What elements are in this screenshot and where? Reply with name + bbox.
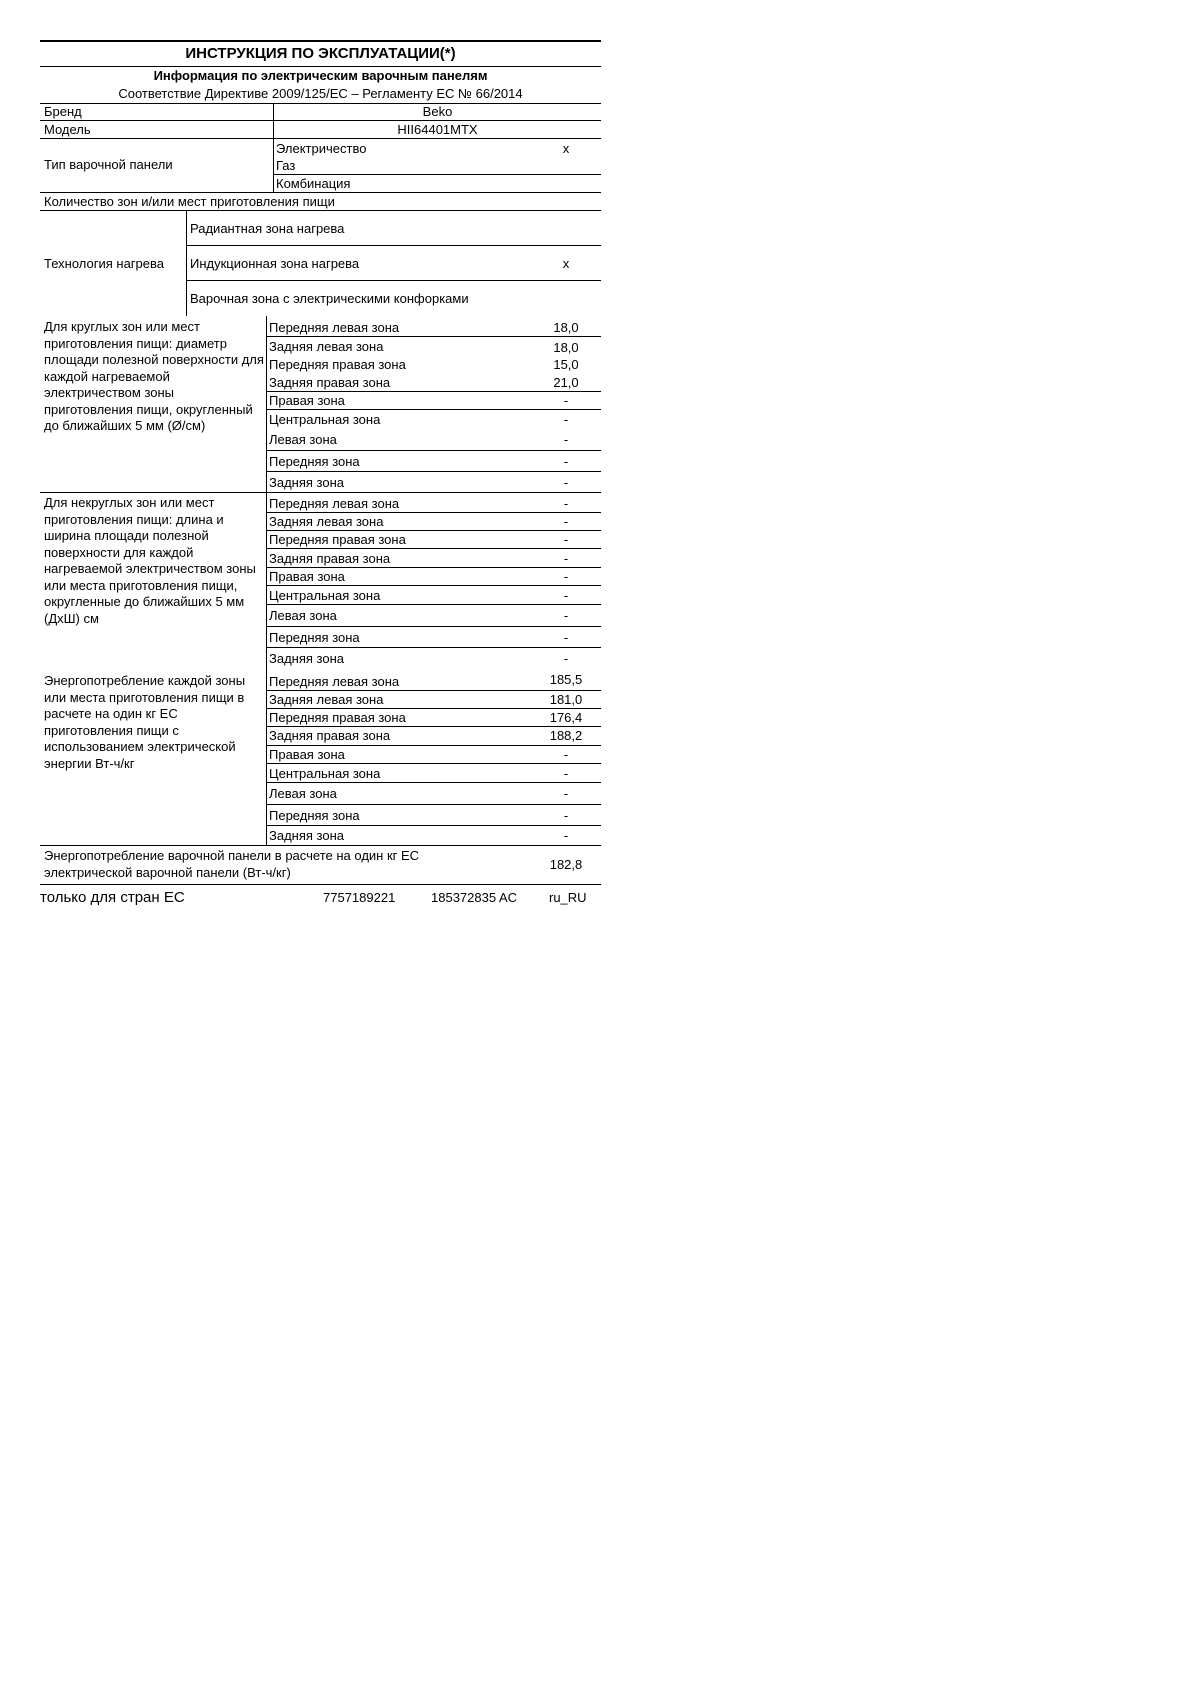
divider	[40, 492, 601, 493]
doc-code: 7757189221	[323, 890, 396, 905]
round-zone-value: 15,0	[553, 357, 579, 372]
nonround-zone-value: -	[563, 651, 569, 666]
nonround-zone-name: Передняя левая зона	[269, 496, 400, 511]
divider	[40, 210, 601, 211]
brand-label: Бренд	[44, 104, 82, 119]
energy-zone-value: 188,2	[549, 728, 583, 743]
energy-zone-name: Задняя зона	[269, 828, 344, 843]
nonround-zone-value: -	[563, 569, 569, 584]
round-zone-name: Передняя левая зона	[269, 320, 400, 335]
round-zone-name: Передняя зона	[269, 454, 360, 469]
divider	[266, 763, 601, 764]
locale-code: ru_RU	[549, 890, 587, 905]
round-zone-value: -	[563, 393, 569, 408]
heating-tech-label: Технология нагрева	[44, 256, 164, 271]
divider	[266, 450, 601, 451]
energy-zone-name: Передняя левая зона	[269, 674, 400, 689]
round-zone-name: Центральная зона	[269, 412, 381, 427]
model-value: HII64401MTX	[397, 122, 478, 137]
nonround-zone-name: Правая зона	[269, 569, 345, 584]
top-border	[40, 40, 601, 42]
model-label: Модель	[44, 122, 91, 137]
hob-type-label: Тип варочной панели	[44, 157, 173, 172]
nonround-zone-value: -	[563, 588, 569, 603]
nonround-zone-name: Передняя зона	[269, 630, 360, 645]
energy-zone-name: Передняя зона	[269, 808, 360, 823]
heating-tech-option: Варочная зона с электрическими конфорками	[190, 291, 469, 306]
column-divider	[186, 210, 187, 316]
round-zone-value: 18,0	[553, 320, 579, 335]
nonround-zone-value: -	[563, 630, 569, 645]
energy-zone-value: -	[563, 747, 569, 762]
energy-zone-value: -	[563, 786, 569, 801]
hob-type-option: Комбинация	[276, 176, 351, 191]
energy-zone-value: 176,4	[549, 710, 583, 725]
round-zone-value: -	[563, 412, 569, 427]
nonround-zones-label: Для некруглых зон или мест приготовления пищи: длина и ширина площади полезной поверхности для каждой нагреваемой электричеством зоны или места приготовления пищи, округленные до ближайших 5 мм (ДхШ) см	[44, 495, 256, 626]
divider	[266, 782, 601, 783]
divider	[266, 745, 601, 746]
eu-only-note: только для стран ЕС	[40, 889, 185, 906]
round-zone-value: 21,0	[553, 375, 579, 390]
brand-value: Beko	[422, 104, 453, 119]
divider	[40, 884, 601, 885]
doc-title: ИНСТРУКЦИЯ ПО ЭКСПЛУАТАЦИИ(*)	[185, 45, 456, 62]
divider	[266, 647, 601, 648]
divider	[273, 174, 601, 175]
nonround-zone-value: -	[563, 608, 569, 623]
divider	[266, 530, 601, 531]
divider	[266, 409, 601, 410]
energy-zone-name: Передняя правая зона	[269, 710, 406, 725]
divider	[40, 120, 601, 121]
total-energy-value: 182,8	[549, 857, 583, 872]
energy-zones-label: Энергопотребление каждой зоны или места приготовления пищи в расчете на один кг ЕС приготовления пищи с использованием электрической энергии Вт-ч/кг	[44, 673, 246, 771]
nonround-zone-value: -	[563, 496, 569, 511]
nonround-zone-name: Передняя правая зона	[269, 532, 406, 547]
divider	[266, 726, 601, 727]
doc-subtitle: Информация по электрическим варочным панелям	[153, 68, 488, 83]
divider	[266, 708, 601, 709]
hob-type-mark: x	[562, 141, 570, 156]
divider	[40, 845, 601, 846]
energy-zone-name: Задняя левая зона	[269, 692, 384, 707]
nonround-zone-value: -	[563, 551, 569, 566]
round-zone-name: Правая зона	[269, 393, 345, 408]
total-energy-label: Энергопотребление варочной панели в расчете на один кг ЕС электрической варочной панели (Вт-ч/кг)	[44, 848, 420, 880]
divider	[266, 626, 601, 627]
nonround-zone-name: Задняя зона	[269, 651, 344, 666]
divider	[266, 512, 601, 513]
round-zone-value: -	[563, 475, 569, 490]
round-zone-name: Задняя левая зона	[269, 339, 384, 354]
energy-zone-name: Центральная зона	[269, 766, 381, 781]
heating-tech-mark: x	[562, 256, 570, 271]
energy-zone-name: Левая зона	[269, 786, 337, 801]
zones-count-label: Количество зон и/или мест приготовления пищи	[44, 194, 335, 209]
divider	[266, 585, 601, 586]
divider	[266, 604, 601, 605]
divider	[40, 66, 601, 67]
divider	[266, 391, 601, 392]
round-zone-value: -	[563, 454, 569, 469]
round-zone-value: -	[563, 432, 569, 447]
energy-zone-value: -	[563, 828, 569, 843]
nonround-zone-value: -	[563, 514, 569, 529]
divider	[266, 336, 601, 337]
nonround-zone-value: -	[563, 532, 569, 547]
energy-zone-value: -	[563, 766, 569, 781]
energy-zone-value: 185,5	[549, 672, 583, 687]
round-zone-name: Левая зона	[269, 432, 337, 447]
hob-type-option: Газ	[276, 158, 296, 173]
divider	[40, 192, 601, 193]
hob-type-option: Электричество	[276, 141, 367, 156]
divider	[266, 471, 601, 472]
divider	[266, 825, 601, 826]
energy-zone-value: 181,0	[549, 692, 583, 707]
nonround-zone-name: Задняя левая зона	[269, 514, 384, 529]
round-zone-name: Передняя правая зона	[269, 357, 406, 372]
divider	[186, 280, 601, 281]
nonround-zone-name: Левая зона	[269, 608, 337, 623]
energy-zone-value: -	[563, 808, 569, 823]
round-zone-value: 18,0	[553, 340, 579, 355]
round-zones-label: Для круглых зон или мест приготовления пищи: диаметр площади полезной поверхности для каждой нагреваемой электричеством зоны приготовления пищи, округленный до ближайших 5 мм (Ø/см)	[44, 319, 264, 433]
divider	[40, 138, 601, 139]
nonround-zone-name: Задняя правая зона	[269, 551, 391, 566]
energy-zone-name: Правая зона	[269, 747, 345, 762]
divider	[186, 245, 601, 246]
heating-tech-option: Радиантная зона нагрева	[190, 221, 345, 236]
divider	[266, 804, 601, 805]
directive-line: Соответствие Директиве 2009/125/EC – Регламенту ЕС № 66/2014	[118, 86, 523, 101]
energy-zone-name: Задняя правая зона	[269, 728, 391, 743]
heating-tech-option: Индукционная зона нагрева	[190, 256, 360, 271]
round-zone-name: Задняя правая зона	[269, 375, 391, 390]
doc-code: 185372835 AC	[431, 890, 518, 905]
column-divider	[273, 103, 274, 192]
divider	[266, 567, 601, 568]
column-divider	[266, 316, 267, 846]
nonround-zone-name: Центральная зона	[269, 588, 381, 603]
round-zone-name: Задняя зона	[269, 475, 344, 490]
divider	[266, 690, 601, 691]
divider	[266, 548, 601, 549]
